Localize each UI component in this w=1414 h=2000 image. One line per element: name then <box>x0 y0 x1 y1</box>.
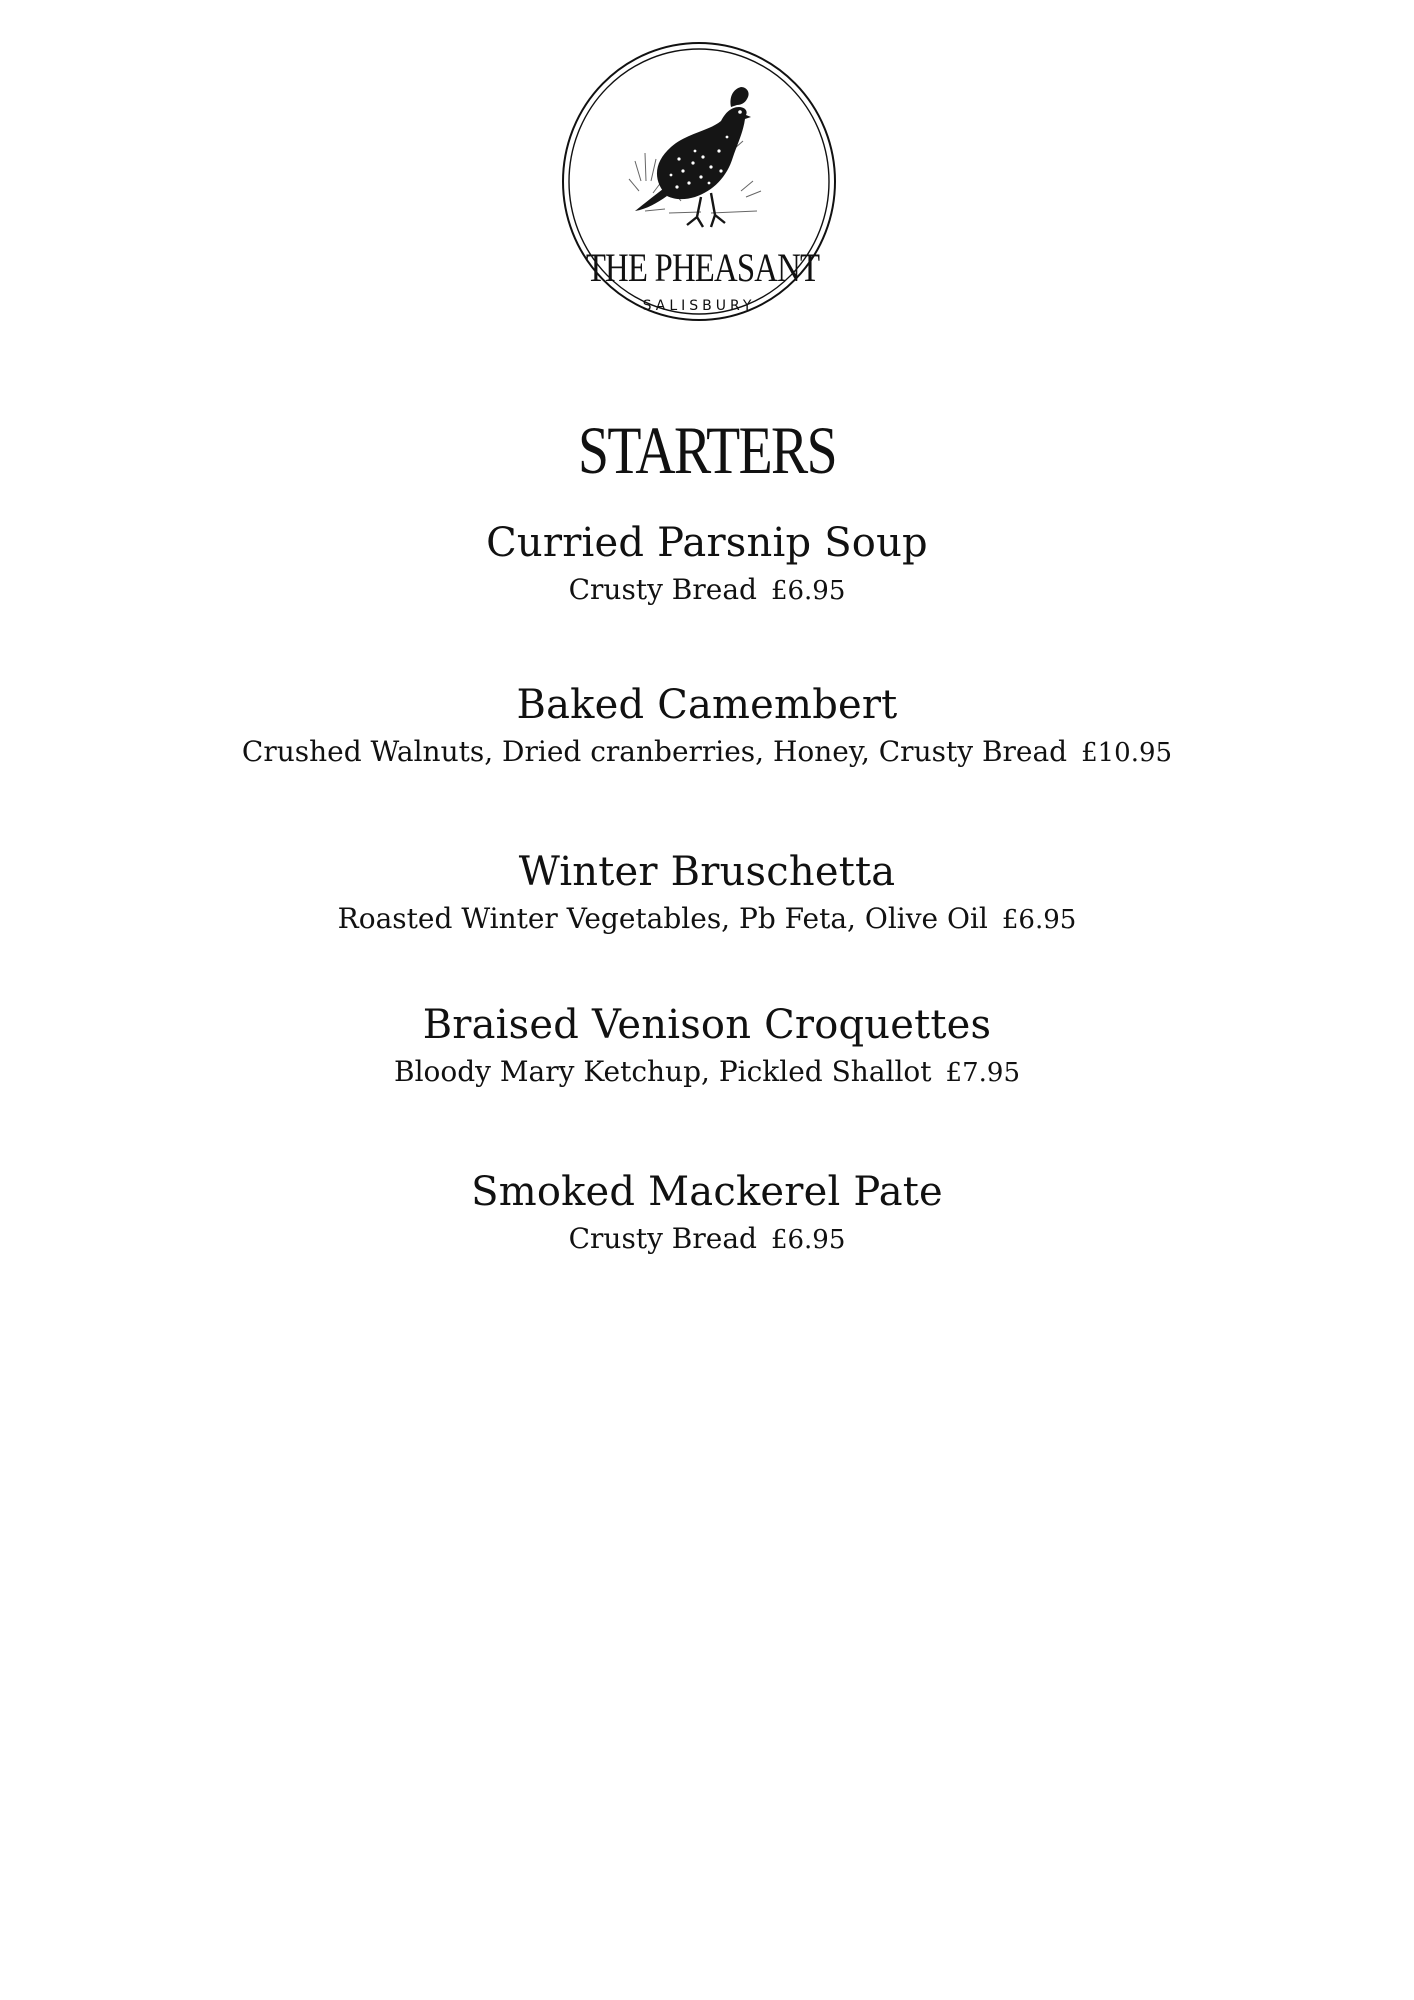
dish-description-line <box>0 733 1414 772</box>
section-title: STARTERS <box>578 412 836 488</box>
dish-name: Baked Camembert <box>516 682 898 728</box>
pheasant-bird-illustration <box>635 87 751 227</box>
dish-description-line <box>0 900 1414 939</box>
dish-price: £6.95 <box>770 1225 846 1255</box>
logo-name-text: THE PHEASANT <box>585 245 820 290</box>
dish-description-line <box>0 1053 1414 1092</box>
dish-name: Smoked Mackerel Pate <box>471 1169 943 1215</box>
dish-name: Braised Venison Croquettes <box>422 1002 992 1048</box>
dish-description: Crusty Bread <box>568 573 757 606</box>
dish-price: £6.95 <box>770 576 846 606</box>
menu-item <box>0 517 1414 610</box>
dish-description: Crusty Bread <box>568 1222 757 1255</box>
dish-name: Winter Bruschetta <box>518 849 896 895</box>
menu-item <box>0 846 1414 939</box>
menu-item <box>0 679 1414 772</box>
menu-item <box>0 999 1414 1092</box>
dish-price: £7.95 <box>945 1058 1020 1088</box>
dish-price: £6.95 <box>1001 905 1077 935</box>
dish-description-line <box>0 571 1414 610</box>
dish-description: Crushed Walnuts, Dried cranberries, Honey, Crusty Bread <box>241 735 1068 768</box>
dish-name: Curried Parsnip Soup <box>486 520 928 566</box>
dish-description: Roasted Winter Vegetables, Pb Feta, Olive Oil <box>337 902 988 935</box>
menu-item <box>0 1166 1414 1259</box>
dish-price: £10.95 <box>1081 738 1173 768</box>
pheasant-logo <box>561 41 837 322</box>
dish-description-line <box>0 1220 1414 1259</box>
logo-location-text: SALISBURY <box>642 298 756 314</box>
dish-description: Bloody Mary Ketchup, Pickled Shallot <box>394 1055 932 1088</box>
